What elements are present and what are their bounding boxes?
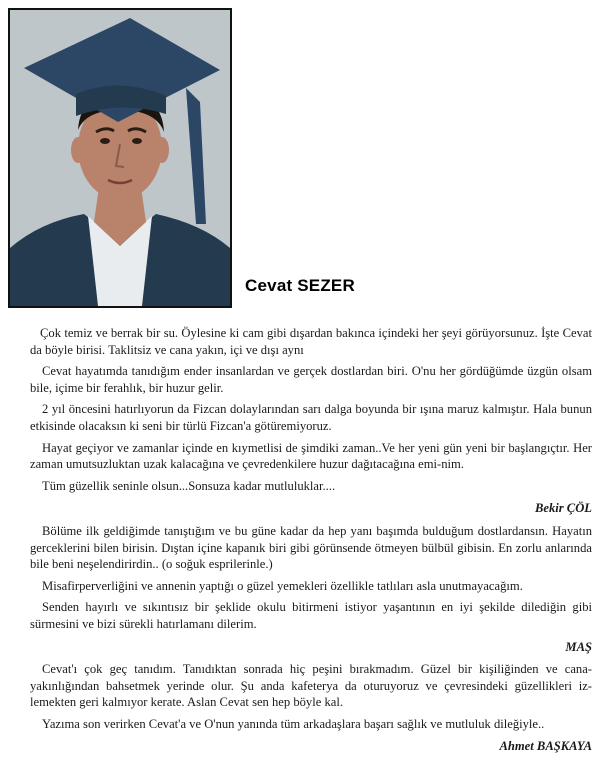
tribute-section <box>30 661 592 755</box>
tribute-paragraph: 2 yıl öncesini hatırlıyorun da Fizcan dolaylarından sarı dalga boyunda bir ışına maruz kalmıştır. Hala bunun etkisinde olacaksın ki seni bir türlü Fizcan'a götüremiyoruz. <box>30 402 592 433</box>
portrait-photo <box>8 8 232 308</box>
tribute-paragraph: Çok temiz ve berrak bir su. Öylesine ki cam gibi dışardan bakınca içindeki her şeyi görüyorsunuz. İşte Cevat da böyle birisi. Taklitsiz ve cana yakın, içi ve dışı aynı <box>30 326 592 357</box>
tribute-section <box>30 523 592 655</box>
signature: Ahmet BAŞKAYA <box>499 739 592 754</box>
tribute-paragraph: Tüm güzellik seninle olsun...Sonsuza kadar mutluluklar.... <box>42 478 336 493</box>
tribute-section <box>30 325 592 517</box>
signature: MAŞ <box>565 639 592 654</box>
graduate-portrait-icon <box>10 10 230 306</box>
tribute-paragraph: Cevat'ı çok geç tanıdım. Tanıdıktan sonrada hiç peşini bırakmadım. Güzel bir kişiliğinden ve cana-yakınlığından bahsetmek yerinde olur. Şu anda kafeterya da oturuyoruz ve çevresindeki güzellikleri iz-lemekten geri kalmıyor kerate. Aslan Cevat sen hep böyle kal. <box>30 662 592 710</box>
tribute-paragraph: Senden hayırlı ve sıkıntısız bir şeklide okulu bitirmeni istiyor yaşantının en iyi şekilde dilediğin gibi sürmesini ve bizi sürekli hatırlamanı dilerim. <box>30 600 592 631</box>
signature: Bekir ÇÖL <box>534 501 592 516</box>
person-name-heading: Cevat SEZER <box>245 276 355 295</box>
tribute-paragraph: Hayat geçiyor ve zamanlar içinde en kıymetlisi de şimdiki zaman..Ve her yeni gün yeni bir başlangıçtır. Her zaman umutsuzluktan uzak kalacağına ve çevredenkilere huzur dağıtacağına emi-nim. <box>30 440 592 472</box>
yearbook-text <box>30 325 592 761</box>
tribute-paragraph: Yazıma son verirken Cevat'a ve O'nun yanında tüm arkadaşlara başarı sağlık ve mutluluk dileğiyle.. <box>42 716 545 731</box>
tribute-paragraph: Bölüme ilk geldiğimde tanıştığım ve bu güne kadar da hep yanı başımda bulduğum dostlardansın. Hayatın gerceklerini bilen birisin. Dıştan içine kapanık biri gibi görünsende ötmeyen bülbül gibisin. En zorlu anlarında bile beni neşelendirirdin.. (o soğuk esprilerinle.) <box>30 523 592 572</box>
tribute-paragraph: Cevat hayatımda tanıdığım ender insanlardan ve gerçek dostlardan biri. O'nu her gördüğümde üzgün olsam bile, içime bir ferahlık, bir huzur gelir. <box>30 364 592 395</box>
tribute-paragraph: Misafirperverliğini ve annenin yaptığı o güzel yemekleri özellikle tatlıları asla unutmayacağım. <box>42 578 523 593</box>
